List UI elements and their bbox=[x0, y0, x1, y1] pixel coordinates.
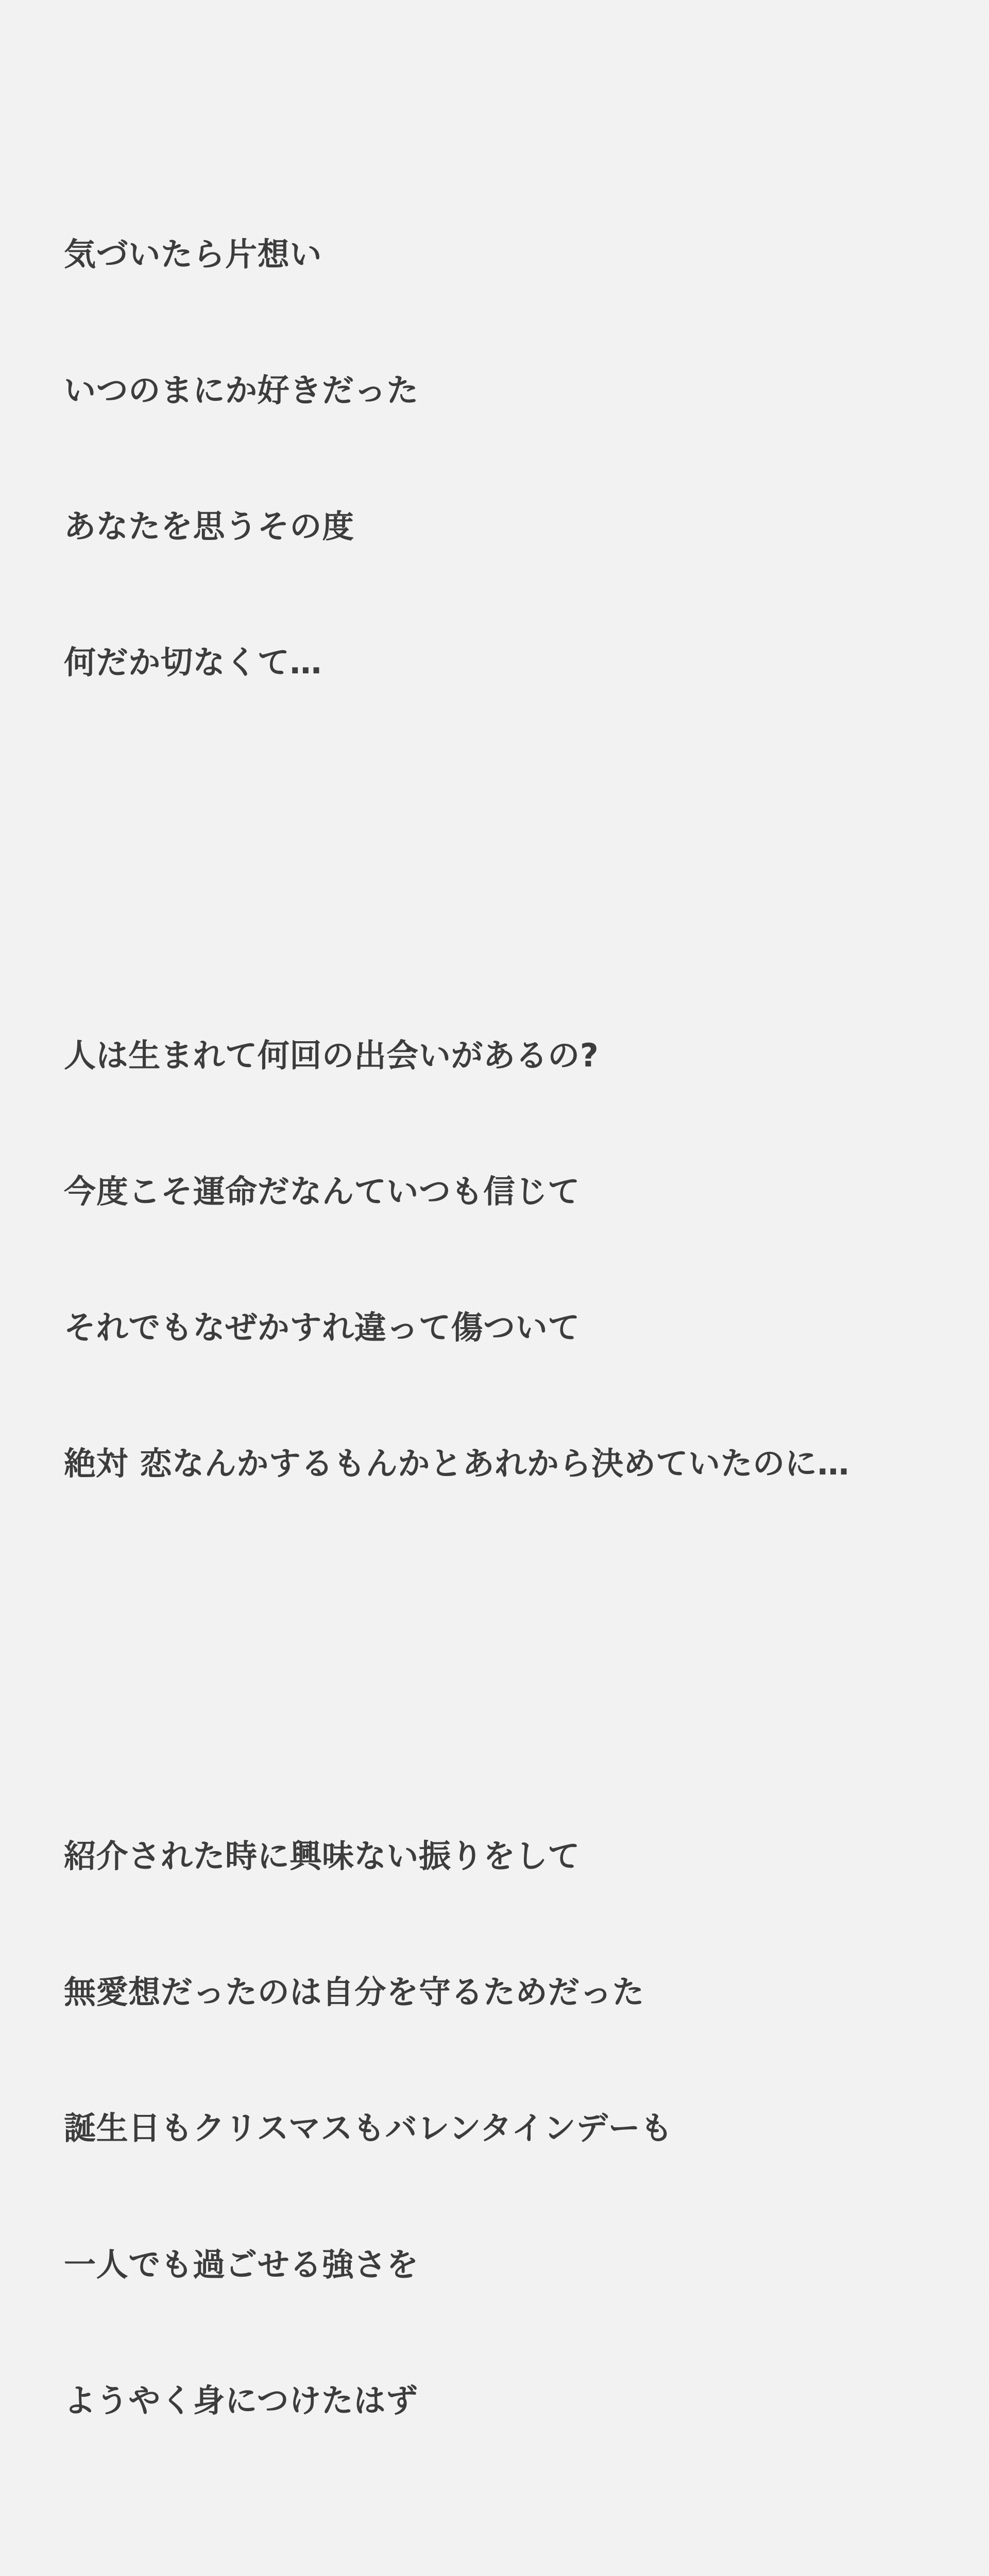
lyrics-stanza bbox=[64, 942, 927, 1577]
lyrics-line: 無愛想だったのは自分を守るためだった bbox=[64, 1973, 645, 2011]
lyrics-body bbox=[0, 5, 989, 2576]
lyrics-line: ようやく身につけたはず bbox=[64, 2381, 418, 2419]
lyrics-line: 気づいたら片想い bbox=[64, 235, 322, 274]
lyrics-line: 一人でも過ごせる強さを bbox=[64, 2245, 419, 2283]
lyrics-line: それでもなぜかすれ違って傷ついて bbox=[64, 1308, 580, 1346]
lyrics-stanza bbox=[64, 141, 927, 776]
lyrics-line: 今度こそ運命だなんていつも信じて bbox=[64, 1172, 580, 1210]
lyrics-line: 絶対 恋なんかするもんかとあれから決めていたのに… bbox=[64, 1444, 850, 1482]
lyrics-line: あなたを思うその度 bbox=[64, 507, 354, 546]
lyrics-line: 紹介された時に興味ない振りをして bbox=[64, 1837, 580, 1875]
lyrics-line: 誕生日もクリスマスもバレンタインデーも bbox=[64, 2109, 673, 2147]
lyrics-line: いつのまにか好きだった bbox=[64, 371, 419, 410]
lyrics-stanza bbox=[64, 1743, 927, 2514]
lyrics-line: 人は生まれて何回の出会いがあるの? bbox=[64, 1036, 599, 1074]
lyrics-line: 何だか切なくて… bbox=[64, 643, 322, 682]
